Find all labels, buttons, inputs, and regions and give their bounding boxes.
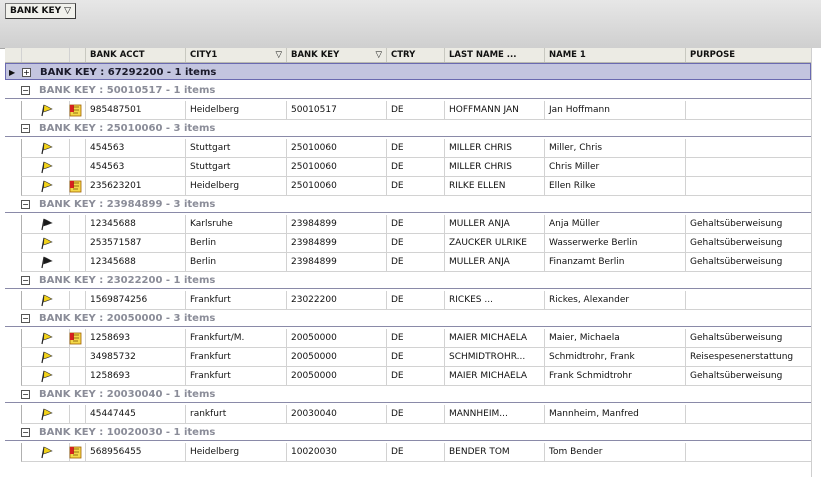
cell-city1[interactable]: Berlin	[185, 253, 286, 272]
cell-bank-key[interactable]: 23984899	[286, 253, 386, 272]
cell-bank-acct[interactable]: 454563	[85, 139, 185, 158]
cell-bank-acct[interactable]: 253571587	[85, 234, 185, 253]
cell-purpose[interactable]	[685, 139, 811, 158]
cell-last-name[interactable]: MILLER CHRIS	[444, 158, 544, 177]
collapse-icon[interactable]: −	[22, 200, 29, 209]
yellow-flag-icon[interactable]	[39, 180, 53, 193]
cell-city1[interactable]: Frankfurt	[185, 291, 286, 310]
cell-ctry[interactable]: DE	[386, 234, 444, 253]
black-flag-icon[interactable]	[39, 218, 53, 231]
cell-last-name[interactable]: ZAUCKER ULRIKE	[444, 234, 544, 253]
cell-city1[interactable]: Stuttgart	[185, 158, 286, 177]
cell-separator	[69, 158, 70, 177]
cell-name1[interactable]: Wasserwerke Berlin	[544, 234, 685, 253]
table-row[interactable]	[5, 405, 811, 424]
yellow-flag-icon[interactable]	[39, 446, 53, 459]
cell-bank-key[interactable]: 20050000	[286, 348, 386, 367]
cell-purpose[interactable]	[685, 291, 811, 310]
yellow-flag-icon[interactable]	[39, 142, 53, 155]
table-row[interactable]	[5, 348, 811, 367]
cell-ctry[interactable]: DE	[386, 443, 444, 462]
yellow-flag-icon[interactable]	[39, 161, 53, 174]
cell-city1[interactable]: Heidelberg	[185, 443, 286, 462]
cell-name1[interactable]: Tom Bender	[544, 443, 685, 462]
cell-purpose[interactable]: Gehaltsüberweisung	[685, 367, 811, 386]
cell-name1[interactable]: Jan Hoffmann	[544, 101, 685, 120]
header-separator	[21, 48, 22, 62]
cell-bank-key[interactable]: 10020030	[286, 443, 386, 462]
cell-city1[interactable]: Karlsruhe	[185, 215, 286, 234]
table-row[interactable]	[5, 139, 811, 158]
note-icon[interactable]	[69, 332, 83, 345]
cell-last-name[interactable]: SCHMIDTROHR...	[444, 348, 544, 367]
column-header-label: BANK KEY	[291, 50, 340, 60]
table-row[interactable]	[5, 177, 811, 196]
group-row[interactable]	[5, 120, 811, 137]
table-row[interactable]	[5, 329, 811, 348]
cell-purpose[interactable]	[685, 177, 811, 196]
group-row[interactable]	[5, 63, 811, 80]
cell-purpose[interactable]: Gehaltsüberweisung	[685, 234, 811, 253]
column-header-city1[interactable]	[185, 48, 286, 62]
table-row[interactable]	[5, 367, 811, 386]
filter-icon[interactable]: ▽	[275, 50, 282, 60]
column-header-label: NAME 1	[549, 50, 586, 60]
cell-bank-acct[interactable]: 235623201	[85, 177, 185, 196]
column-header-label: BANK ACCT	[90, 50, 145, 60]
cell-last-name[interactable]: RILKE ELLEN	[444, 177, 544, 196]
cell-name1[interactable]: Maier, Michaela	[544, 329, 685, 348]
table-row[interactable]	[5, 253, 811, 272]
cell-last-name[interactable]: MAIER MICHAELA	[444, 367, 544, 386]
cell-purpose[interactable]	[685, 158, 811, 177]
table-row[interactable]	[5, 101, 811, 120]
collapse-icon[interactable]: −	[22, 428, 29, 437]
cell-last-name[interactable]: HOFFMANN JAN	[444, 101, 544, 120]
cell-separator	[69, 234, 70, 253]
cell-separator	[69, 139, 70, 158]
cell-bank-key[interactable]: 20050000	[286, 329, 386, 348]
grid-header	[5, 48, 811, 63]
cell-last-name[interactable]: MILLER CHRIS	[444, 139, 544, 158]
cell-ctry[interactable]: DE	[386, 158, 444, 177]
cell-last-name[interactable]: MAIER MICHAELA	[444, 329, 544, 348]
column-header-ctry[interactable]	[386, 48, 444, 62]
collapse-icon[interactable]: −	[22, 390, 29, 399]
column-header-last-name[interactable]	[444, 48, 544, 62]
cell-ctry[interactable]: DE	[386, 405, 444, 424]
cell-name1[interactable]: Rickes, Alexander	[544, 291, 685, 310]
cell-name1[interactable]: Ellen Rilke	[544, 177, 685, 196]
column-header-bank-acct[interactable]	[85, 48, 185, 62]
cell-separator	[69, 253, 70, 272]
group-row[interactable]	[5, 196, 811, 213]
collapse-icon[interactable]: −	[22, 314, 29, 323]
cell-ctry[interactable]: DE	[386, 215, 444, 234]
cell-bank-acct[interactable]: 12345688	[85, 215, 185, 234]
cell-bank-key[interactable]: 23984899	[286, 215, 386, 234]
column-header-name1[interactable]	[544, 48, 685, 62]
cell-city1[interactable]: Frankfurt	[185, 348, 286, 367]
cell-bank-key[interactable]: 25010060	[286, 139, 386, 158]
cell-bank-acct[interactable]: 34985732	[85, 348, 185, 367]
cell-city1[interactable]: Berlin	[185, 234, 286, 253]
group-row-label: BANK KEY : 20030040 - 1 items	[39, 389, 216, 400]
cell-bank-key[interactable]: 50010517	[286, 101, 386, 120]
cell-name1[interactable]: Frank Schmidtrohr	[544, 367, 685, 386]
yellow-flag-icon[interactable]	[39, 408, 53, 421]
cell-city1[interactable]: Frankfurt	[185, 367, 286, 386]
group-row[interactable]	[5, 310, 811, 327]
group-by-panel[interactable]	[0, 0, 821, 49]
cell-ctry[interactable]: DE	[386, 329, 444, 348]
cell-ctry[interactable]: DE	[386, 367, 444, 386]
cell-bank-acct[interactable]: 454563	[85, 158, 185, 177]
group-row-label: BANK KEY : 10020030 - 1 items	[39, 427, 216, 438]
filter-icon[interactable]: ▽	[375, 50, 382, 60]
black-flag-icon[interactable]	[39, 256, 53, 269]
cell-city1[interactable]: Stuttgart	[185, 139, 286, 158]
group-row[interactable]	[5, 424, 811, 441]
table-row[interactable]	[5, 234, 811, 253]
note-icon[interactable]	[69, 180, 83, 193]
group-by-chip-bank-key[interactable]	[5, 3, 76, 19]
header-separator	[69, 48, 70, 62]
column-header-purpose[interactable]	[685, 48, 811, 62]
cell-last-name[interactable]: BENDER TOM	[444, 443, 544, 462]
group-row[interactable]	[5, 386, 811, 403]
cell-bank-acct[interactable]: 985487501	[85, 101, 185, 120]
cell-city1[interactable]: Frankfurt/M.	[185, 329, 286, 348]
data-grid[interactable]	[5, 48, 811, 457]
cell-ctry[interactable]: DE	[386, 101, 444, 120]
cell-bank-key[interactable]: 25010060	[286, 177, 386, 196]
cell-bank-key[interactable]: 23984899	[286, 234, 386, 253]
yellow-flag-icon[interactable]	[39, 332, 53, 345]
column-header-label: CTRY	[391, 50, 416, 60]
column-header-bank-key[interactable]	[286, 48, 386, 62]
column-header-label: PURPOSE	[690, 50, 736, 60]
cell-last-name[interactable]: RICKES ...	[444, 291, 544, 310]
collapse-icon[interactable]: −	[22, 124, 29, 133]
cell-bank-key[interactable]: 23022200	[286, 291, 386, 310]
group-row-label: BANK KEY : 23984899 - 3 items	[39, 199, 216, 210]
cell-separator	[69, 367, 70, 386]
cell-name1[interactable]: Chris Miller	[544, 158, 685, 177]
cell-ctry[interactable]: DE	[386, 253, 444, 272]
cell-last-name[interactable]: MANNHEIM...	[444, 405, 544, 424]
cell-purpose[interactable]	[685, 443, 811, 462]
cell-purpose[interactable]: Gehaltsüberweisung	[685, 253, 811, 272]
collapse-icon[interactable]: −	[22, 86, 29, 95]
cell-separator	[69, 215, 70, 234]
cell-purpose[interactable]: Gehaltsüberweisung	[685, 215, 811, 234]
note-icon[interactable]	[69, 446, 83, 459]
cell-bank-acct[interactable]: 568956455	[85, 443, 185, 462]
note-icon[interactable]	[69, 104, 83, 117]
cell-bank-acct[interactable]: 45447445	[85, 405, 185, 424]
table-row[interactable]	[5, 291, 811, 310]
cell-bank-key[interactable]: 25010060	[286, 158, 386, 177]
cell-purpose[interactable]	[685, 405, 811, 424]
table-row[interactable]	[5, 158, 811, 177]
table-row[interactable]	[5, 215, 811, 234]
cell-bank-key[interactable]: 20050000	[286, 367, 386, 386]
cell-last-name[interactable]: MULLER ANJA	[444, 253, 544, 272]
column-header-label: CITY1	[190, 50, 218, 60]
cell-bank-acct[interactable]: 1258693	[85, 329, 185, 348]
group-chip-label: BANK KEY	[10, 6, 62, 16]
yellow-flag-icon[interactable]	[39, 370, 53, 383]
group-row-label: BANK KEY : 20050000 - 3 items	[39, 313, 216, 324]
cell-ctry[interactable]: DE	[386, 177, 444, 196]
cell-bank-acct[interactable]: 12345688	[85, 253, 185, 272]
cell-bank-acct[interactable]: 1569874256	[85, 291, 185, 310]
cell-city1[interactable]: Heidelberg	[185, 177, 286, 196]
row-indicator-icon: ▶	[9, 68, 16, 77]
cell-separator	[69, 405, 70, 424]
cell-bank-acct[interactable]: 1258693	[85, 367, 185, 386]
expand-icon[interactable]: +	[23, 68, 30, 77]
filter-icon[interactable]: ▽	[64, 6, 72, 16]
table-row[interactable]	[5, 443, 811, 462]
cell-name1[interactable]: Miller, Chris	[544, 139, 685, 158]
cell-ctry[interactable]: DE	[386, 291, 444, 310]
yellow-flag-icon[interactable]	[39, 294, 53, 307]
yellow-flag-icon[interactable]	[39, 351, 53, 364]
group-row-label: BANK KEY : 67292200 - 1 items	[40, 67, 217, 78]
cell-purpose[interactable]: Gehaltsüberweisung	[685, 329, 811, 348]
cell-ctry[interactable]: DE	[386, 139, 444, 158]
cell-ctry[interactable]: DE	[386, 348, 444, 367]
cell-city1[interactable]: rankfurt	[185, 405, 286, 424]
yellow-flag-icon[interactable]	[39, 237, 53, 250]
cell-purpose[interactable]: Reisespesenerstattung	[685, 348, 811, 367]
grid-right-edge	[811, 48, 821, 477]
group-row[interactable]	[5, 82, 811, 99]
yellow-flag-icon[interactable]	[39, 104, 53, 117]
cell-name1[interactable]: Anja Müller	[544, 215, 685, 234]
cell-name1[interactable]: Mannheim, Manfred	[544, 405, 685, 424]
group-row-label: BANK KEY : 25010060 - 3 items	[39, 123, 216, 134]
cell-last-name[interactable]: MULLER ANJA	[444, 215, 544, 234]
cell-purpose[interactable]	[685, 101, 811, 120]
cell-name1[interactable]: Schmidtrohr, Frank	[544, 348, 685, 367]
group-row-label: BANK KEY : 50010517 - 1 items	[39, 85, 216, 96]
group-row[interactable]	[5, 272, 811, 289]
cell-name1[interactable]: Finanzamt Berlin	[544, 253, 685, 272]
cell-bank-key[interactable]: 20030040	[286, 405, 386, 424]
collapse-icon[interactable]: −	[22, 276, 29, 285]
cell-separator	[69, 348, 70, 367]
cell-city1[interactable]: Heidelberg	[185, 101, 286, 120]
column-header-label: LAST NAME ...	[449, 50, 517, 60]
group-row-label: BANK KEY : 23022200 - 1 items	[39, 275, 216, 286]
cell-separator	[69, 291, 70, 310]
